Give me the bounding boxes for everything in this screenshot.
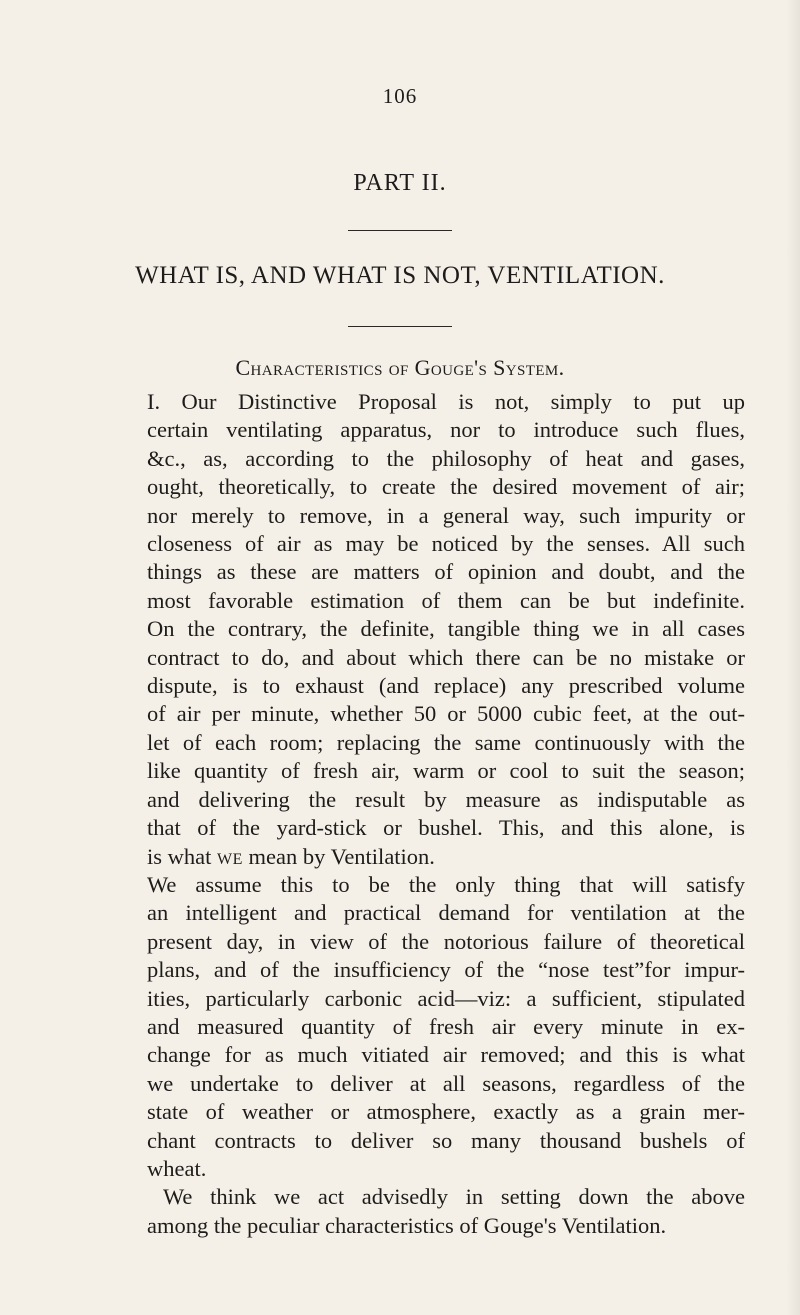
text-line: I. Our Distinctive Proposal is not, simply to put up <box>147 389 745 414</box>
text-line: and delivering the result by measure as indisputable as <box>147 786 745 812</box>
divider-rule-bottom <box>348 326 452 327</box>
text-line: ought, theoretically, to create the desired movement of air; <box>147 474 745 500</box>
paragraph-1 <box>147 388 745 871</box>
text-line: contract to do, and about which there can be no mistake or <box>147 644 745 670</box>
page-number: 106 <box>382 84 418 108</box>
text-line: nor merely to remove, in a general way, such impurity or <box>147 502 745 528</box>
paragraph-2 <box>147 871 745 1183</box>
text-line: state of weather or atmosphere, exactly as a grain mer- <box>147 1099 745 1125</box>
text-line: closeness of air as may be noticed by the senses. All such <box>147 531 745 557</box>
text-fragment: mean by Ventilation. <box>242 843 435 869</box>
text-line: ities, particularly carbonic acid—viz: a sufficient, stipulated <box>147 985 745 1011</box>
text-line: plans, and of the insufficiency of the “nose test”for impur- <box>147 957 745 983</box>
text-line: most favorable estimation of them can be but indefinite. <box>147 587 745 613</box>
text-line-last <box>147 843 745 871</box>
text-line: that of the yard-stick or bushel. This, and this alone, is <box>147 815 745 841</box>
small-caps-we: we <box>217 843 243 869</box>
text-line: certain ventilating apparatus, nor to introduce such flues, <box>147 417 745 443</box>
text-line: and measured quantity of fresh air every minute in ex- <box>147 1013 745 1039</box>
text-line: We assume this to be the only thing that will satisfy <box>147 871 745 897</box>
text-line-last: wheat. <box>147 1155 207 1181</box>
text-line: things as these are matters of opinion and doubt, and the <box>147 559 745 585</box>
body-text <box>147 388 745 1240</box>
text-line: We think we act advisedly in setting down the above <box>163 1184 745 1210</box>
section-heading: Characteristics of Gouge's System. <box>235 355 565 380</box>
divider-rule-top <box>348 230 452 231</box>
text-fragment: is what <box>147 843 217 869</box>
text-line: let of each room; replacing the same continuously with the <box>147 729 745 755</box>
page-edge-shadow <box>786 0 800 1315</box>
main-heading: WHAT IS, AND WHAT IS NOT, VENTILATION. <box>135 262 665 289</box>
text-line: we undertake to deliver at all seasons, regardless of the <box>147 1070 745 1096</box>
text-line: an intelligent and practical demand for ventilation at the <box>147 900 745 926</box>
text-line: chant contracts to deliver so many thousand bushels of <box>147 1127 745 1153</box>
text-line-last: among the peculiar characteristics of Gouge's Ventilation. <box>147 1212 667 1238</box>
text-line: &c., as, according to the philosophy of heat and gases, <box>147 445 745 471</box>
text-line: dispute, is to exhaust (and replace) any prescribed volume <box>147 673 745 699</box>
text-line: of air per minute, whether 50 or 5000 cubic feet, at the out- <box>147 701 745 727</box>
part-title: PART II. <box>353 170 447 196</box>
text-line: like quantity of fresh air, warm or cool to suit the season; <box>147 758 745 784</box>
text-line: change for as much vitiated air removed; and this is what <box>147 1042 745 1068</box>
paragraph-3 <box>147 1183 745 1240</box>
text-line: On the contrary, the definite, tangible thing we in all cases <box>147 616 745 642</box>
text-line: present day, in view of the notorious failure of theoretical <box>147 928 745 954</box>
